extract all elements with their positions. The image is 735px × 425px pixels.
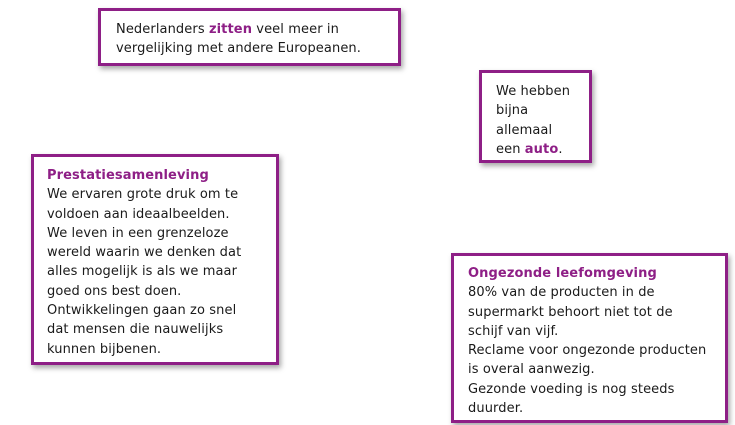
card-line: supermarkt behoort niet tot de bbox=[468, 304, 673, 320]
card-car-line-4: een auto. bbox=[496, 141, 563, 157]
card-line: is overal aanwezig. bbox=[468, 362, 595, 378]
card-line: voldoen aan ideaalbeelden. bbox=[47, 206, 230, 222]
card-line: dat mensen die nauwelijks bbox=[47, 322, 224, 338]
card-unhealthy-environment bbox=[451, 253, 728, 423]
card-sitting-line-2: vergelijking met andere Europeanen. bbox=[116, 41, 361, 57]
card-line: alles mogelijk is als we maar bbox=[47, 264, 238, 280]
card-performance-society bbox=[31, 154, 279, 365]
card-line: duurder. bbox=[468, 401, 524, 417]
card-car-line-2: bijna bbox=[496, 103, 529, 119]
highlight-zitten: zitten bbox=[208, 22, 253, 37]
card-line: goed ons best doen. bbox=[47, 283, 182, 299]
card-car-line-3: allemaal bbox=[496, 122, 553, 138]
card-line: Gezonde voeding is nog steeds bbox=[468, 381, 675, 397]
card-line: schijf van vijf. bbox=[468, 323, 559, 339]
highlight-auto: auto bbox=[524, 141, 559, 157]
card-line: Reclame voor ongezonde producten bbox=[468, 343, 707, 359]
card-sitting bbox=[98, 8, 401, 66]
card-line: kunnen bijbenen. bbox=[47, 341, 162, 357]
card-car bbox=[479, 70, 592, 163]
card-performance-society-title: Prestatiesamenleving bbox=[47, 168, 209, 183]
card-unhealthy-environment-title: Ongezonde leefomgeving bbox=[468, 266, 657, 281]
card-line: We ervaren grote druk om te bbox=[47, 187, 239, 203]
card-line: wereld waarin we denken dat bbox=[47, 245, 242, 261]
card-car-line-1: We hebben bbox=[496, 84, 571, 99]
card-line: Ontwikkelingen gaan zo snel bbox=[47, 303, 237, 319]
card-line: We leven in een grenzeloze bbox=[47, 225, 229, 241]
card-line: 80% van de producten in de bbox=[468, 285, 655, 301]
card-sitting-line-1: Nederlanders zitten veel meer in bbox=[116, 22, 339, 37]
